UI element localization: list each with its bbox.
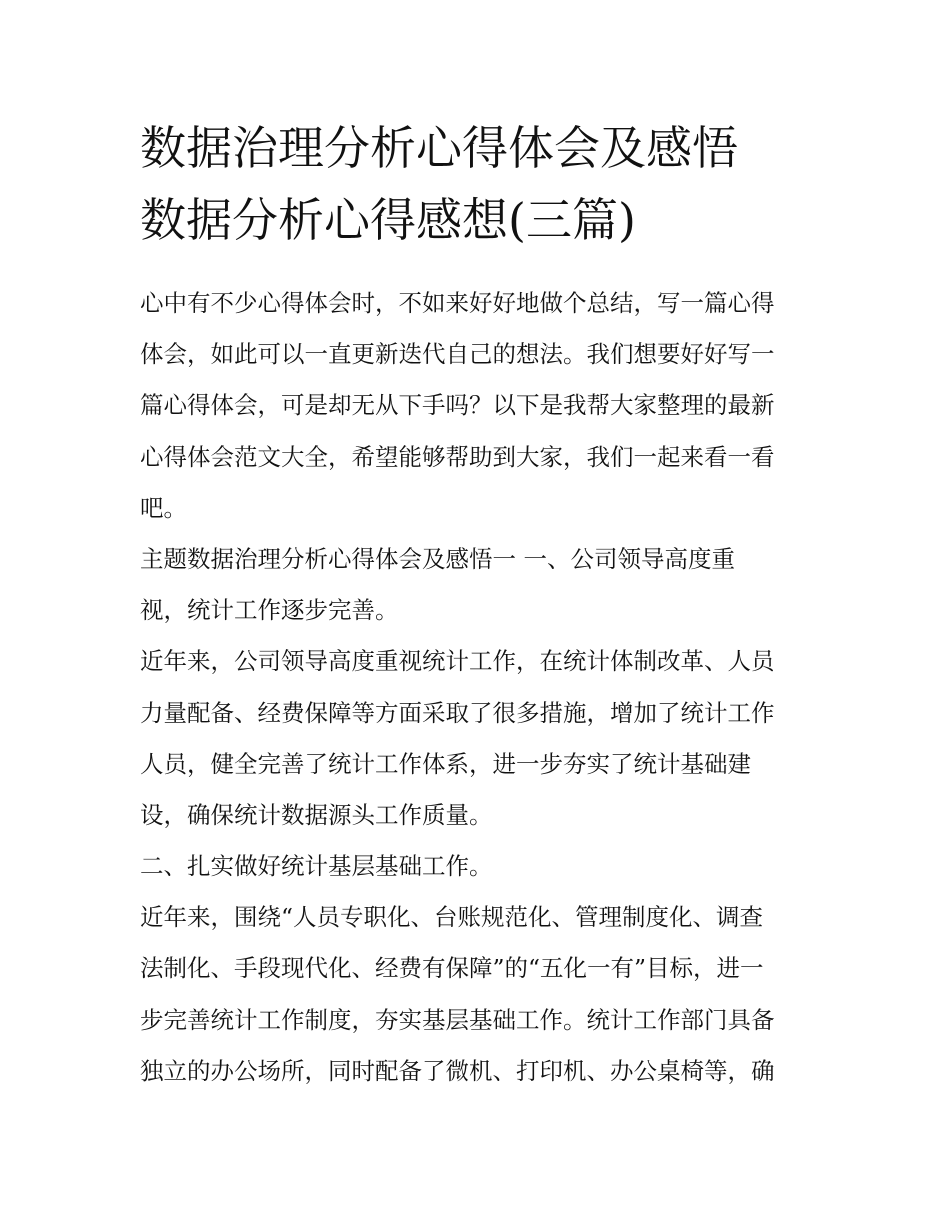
document-title [140, 112, 830, 256]
body-line: 体会，如此可以一直更新迭代自己的想法。我们想要好好写一 [140, 340, 775, 369]
title-line-2: 数据分析心得感想(三篇) [140, 193, 636, 247]
document-body [140, 278, 820, 1097]
body-line: 近年来，公司领导高度重视统计工作，在统计体制改革、人员 [140, 647, 775, 676]
body-line: 二、扎实做好统计基层基础工作。 [140, 852, 493, 881]
body-line: 法制化、手段现代化、经费有保障”的“五化一有”目标，进一 [140, 954, 764, 983]
title-line-1: 数据治理分析心得体会及感悟 [140, 121, 738, 175]
body-line: 心中有不少心得体会时，不如来好好地做个总结，写一篇心得 [140, 289, 775, 317]
body-line: 主题数据治理分析心得体会及感悟一 一、公司领导高度重 [140, 544, 735, 573]
body-line: 独立的办公场所，同时配备了微机、打印机、办公桌椅等，确 [140, 1056, 775, 1085]
body-line: 力量配备、经费保障等方面采取了很多措施，增加了统计工作 [140, 698, 775, 727]
body-line: 心得体会范文大全，希望能够帮助到大家，我们一起来看一看 [140, 442, 775, 471]
body-line: 设，确保统计数据源头工作质量。 [140, 800, 493, 829]
body-line: 吧。 [140, 493, 187, 522]
body-line: 视，统计工作逐步完善。 [140, 596, 399, 625]
body-line: 步完善统计工作制度，夯实基层基础工作。统计工作部门具备 [140, 1005, 775, 1034]
body-line: 篇心得体会，可是却无从下手吗？以下是我帮大家整理的最新 [140, 391, 775, 420]
body-line: 近年来，围绕“人员专职化、台账规范化、管理制度化、调查 [140, 903, 764, 932]
body-line: 人员，健全完善了统计工作体系，进一步夯实了统计基础建 [140, 749, 751, 778]
